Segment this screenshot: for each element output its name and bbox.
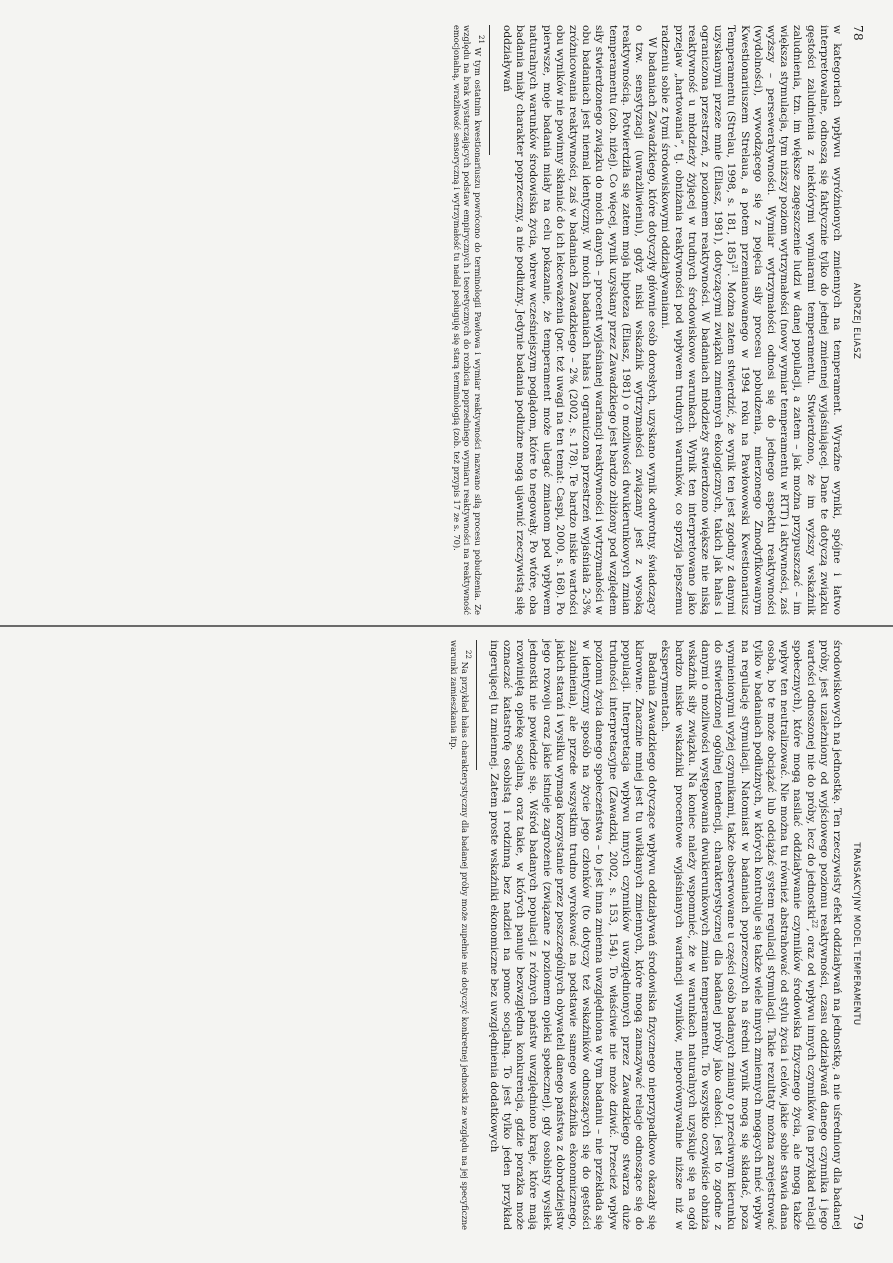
footnote-ref[interactable]: 21 (730, 264, 739, 274)
footnote: $^{21}$ W tym ostatnim kwestionariuszu powrócono do terminologii Pawłowa i wymiar reaktywności nazwano siłą procesu pobudzenia. Ze względu na brak wystarczających podstaw empirycznych i teoretycznych do rozbicia poprzedniego wymiaru reaktywności na reaktywność emocjonalną, wrażliwość sensoryczną i wytrzymałość tu nadal posługuję się starą terminologią (zob. też przypis 17 ze s. 70). (451, 25, 485, 615)
paragraph: W badaniach Zawadzkiego, które dotyczyły głównie osób dorosłych, uzyskano wynik odwrotny, świadczący o tzw. sensytyzacji (uwrażliwieniu), gdyż niski wskaźnik wytrzymałości związany jest z wysoką reaktywnością. Potwierdziła się zatem moja hipoteza (Eliasz, 1981) o możliwości dwukierunkowych zmian temperamentu (zob. niżej). Co więcej, wynik uzyskany przez Zawadzkiego jest bardzo zbliżony pod względem siły stwierdzonego związku do moich danych – procent wyjaśnianej wariancji reaktywności i wytrzymałości w obu badaniach jest niemal identyczny. W moich badaniach hałas i ograniczona przestrzeń wyjaśniała 2-3% zróżnicowania reaktywności, zaś w badaniach Zawadzkiego – 2% (2002, s. 178). Te bardzo niskie wartości obu wyników nie powinny skłaniać do ich lekceważenia (por. też uwagi na ten temat: Caspi, 2000, s. 168). Po pierwsze, moje badania miały na celu pokazanie, że temperament może ulegać zmianom pod wpływem naturalnych warunków środowiska życia, wbrew wcześniejszym poglądom, które to negowały. Po wtóre, oba badania miały charakter poprzeczny, a nie podłużny. Jedynie badania podłużne mogą ujawnić rzeczywistą siłę oddziaływań (500, 25, 659, 615)
body-text (500, 25, 843, 615)
body-text (487, 640, 843, 1230)
footnote-rule (489, 25, 490, 155)
running-head-title: ANDRZEJ ELIASZ (851, 282, 861, 360)
footnote: $^{22}$ Na przykład hałas charakterystyczny dla badanej próby może zupełnie nie dotyczyć konkretnej jednostki ze względu na jej specyficzne warunki zamieszkania itp. (449, 640, 472, 1231)
page-number: 78 (851, 25, 865, 42)
running-head (851, 25, 865, 615)
running-head-title: TRANSAKCYJNY MODEL TEMPERAMENTU (851, 842, 861, 1026)
paragraph: środowiskowych na jednostkę. Ten rzeczywisty efekt oddziaływań na jednostkę, a nie uśredniony dla badanej próby, jest uzależniony od wyjściowego poziomu reaktywności, czasu oddziaływań danego czynnika i jego wartości odnoszonej nie do próby, lecz do jednostki$^{22}$, oraz od wpływu innych czynników (na przykład relacji społecznych), które mogą nasilać oddziaływanie czynników środowiska fizycznego życia, ale mogą także wpływ ten neutralizować. Nie można tu również abstrahować od stylu życia i celów, jakie sobie stawia dana osoba, bo te może obciążać lub odciążać system regulacji stymulacji. Takie rezultaty można zarejestrować tylko w badaniach podłużnych, w których kontroluje się także wiele innych zmiennych mogących mieć wpływ na regulację stymulacji. Natomiast w badaniach poprzecznych na średni wynik mogą się składać, poza wymienionymi wyżej czynnikami, także obserwowane u części osób badanych zmiany o przeciwnym kierunku do stwierdzonej ogólnej tendencji, charakterystycznej dla badanej próby jako całości. Jest to zgodne z danymi o możliwości występowania dwukierunkowych zmian temperamentu. To wszystko oczywiście obniża wskaźnik siły związku. Na koniec należy wspomnieć, że w warunkach naturalnych uzyskuje się na ogół bardzo niskie wskaźniki procentowe wyjaśnianych wariancji wyników, nieporównywalnie niższe niż w eksperymentach. (659, 640, 843, 1230)
paragraph: Badania Zawadzkiego dotyczące wpływu oddziaływań środowiska fizycznego nieprzypadkowo okazały się klarowne. Znacznie mniej jest tu uwikłanych zmiennych, które mogą zamazywać relacje odnoszące się do populacji. Interpretacja wpływu innych czynników uwzględnionych przez Zawadzkiego stwarza duże trudności interpretacyjne (Zawadzki, 2002, s. 153, 154). To właściwie nie może dziwić. Przecież wpływ poziomu życia danego społeczeństwa – to jest inna zmienna uwzględniona w tym badaniu – nie przekłada się w identyczny sposób na życie jego członków (to dotyczy też wskaźników odnoszących się do gęstości zaludnienia), ale przede wszystkim trudno wyrokować na podstawie samego wskaźnika ekonomicznego, jakich starań i wysiłku wymaga korzystanie przez poszczególnych obywateli danego państwa z dobrodziejstw jego rozwoju oraz jakie istnieje zagrożenie (związane z poziomem opieki społecznej), gdy osobisty wysiłek jednostki nie powiedzie się. Wśród badanych populacji z różnych państw uwzględniono kraje, które mają rozwiniętą opiekę socjalną, oraz takie, w których panuje bezwzględna konkurencja, gdzie porażka może oznaczać katastrofę osobistą i rodzinną bez nadziei na pomoc socjalną. To jest tylko jeden przykład ingerującej tu zmiennej. Zatem proste wskaźniki ekonomiczne bez uwzględnienia dodatkowych (487, 640, 659, 1230)
spread-divider (0, 625, 893, 627)
footnote-rule (476, 640, 477, 770)
footnote-ref[interactable]: 22 (810, 919, 819, 929)
running-head (851, 640, 865, 1230)
page-78 (135, 25, 865, 615)
page-number: 79 (851, 1213, 865, 1230)
paragraph: w kategoriach wpływu wyróżnionych zmiennych na temperament. Wyraźne wyniki, spójne i łatwo interpretowalne, odnoszą się faktycznie tylko do jednej zmiennej wyjaśniającej. Dane te dotyczą związku gęstości zaludnienia z niektórymi wymiarami temperamentu. Stwierdzono, że im wyższy wskaźnik zaludnienia, tzn. im większe zagęszczenie ludzi w danej populacji, a zatem – jak można przypuszczać – im większa stymulacja, tym niższy poziom wytrzymałości (nowy wymiar temperamentu w RTT) i aktywności, zaś wyższy – perseweratywności. Wymiar wytrzymałości odnosi się do jednego aspektu reaktywności (wydolności), wywodzącego się z pojęcia siły procesu pobudzenia, mierzonego Zmodyfikowanym Kwestionariuszem Strelaua, a potem przemianowanego w 1994 roku na Pawłowowski Kwestionariusz Temperamentu (Strelau, 1998, s. 181, 185)$^{21}$. Można zatem stwierdzić, że wynik ten jest zgodny z danymi uzyskanymi przeze mnie (Eliasz, 1981), dotyczącymi związku zmiennych ekologicznych, takich jak hałas i ograniczona przestrzeń, z poziomem reaktywności. W badaniach młodzieży stwierdzono większe nie niską reaktywność u młodzieży żyjącej w trudnych środowiskowo warunkach. Wynik ten interpretowano jako przejaw „hartowania”, tj. obniżania reaktywności pod wpływem trudnych warunków, co sprzyja lepszemu radzeniu sobie z tymi środowiskowymi oddziaływaniami. (659, 25, 843, 615)
page-79 (135, 640, 865, 1230)
